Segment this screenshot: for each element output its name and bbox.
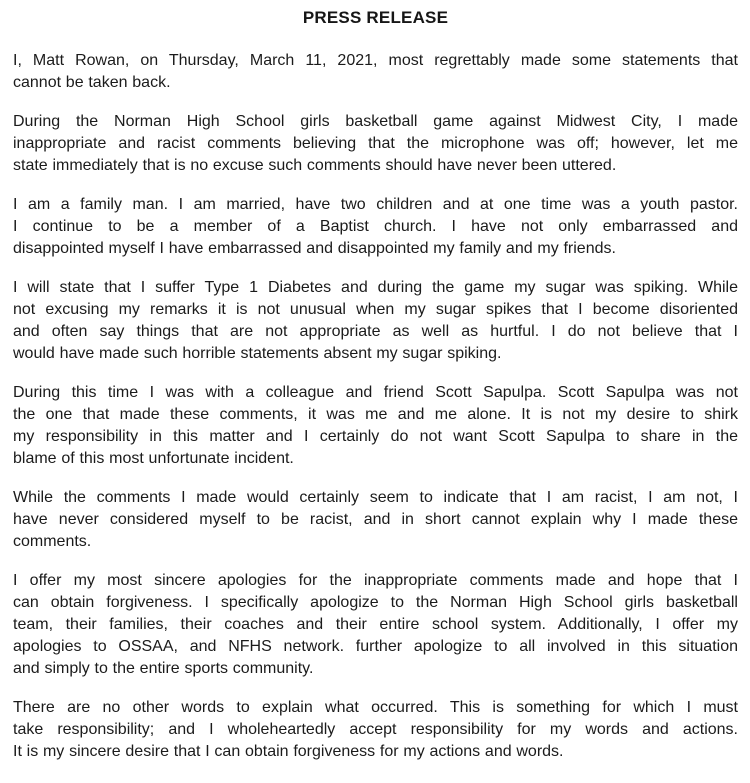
paragraph-line: inappropriate and racist comments believing that the microphone was off; however, let me [13, 135, 738, 152]
paragraph [13, 277, 738, 365]
paragraph-line: I offer my most sincere apologies for the inappropriate comments made and hope that I [13, 572, 738, 589]
paragraph-line: apologies to OSSAA, and NFHS network. further apologize to all involved in this situation [13, 638, 738, 655]
paragraph-line: take responsibility; and I wholeheartedly accept responsibility for my words and actions. [13, 721, 738, 738]
paragraph [13, 50, 738, 94]
paragraph-line: can obtain forgiveness. I specifically apologize to the Norman High School girls basketball [13, 594, 738, 611]
paragraph-line: team, their families, their coaches and their entire school system. Additionally, I offer my [13, 616, 738, 633]
paragraph-line: and simply to the entire sports community. [13, 660, 314, 677]
paragraph-line: have never considered myself to be racist, and in short cannot explain why I made these [13, 511, 738, 528]
paragraph-line: While the comments I made would certainly seem to indicate that I am racist, I am not, I [13, 489, 738, 506]
paragraph-line: I will state that I suffer Type 1 Diabetes and during the game my sugar was spiking. While [13, 279, 738, 296]
paragraph-line: comments. [13, 533, 92, 550]
paragraph [13, 382, 738, 470]
paragraph [13, 111, 738, 177]
paragraph-line: and often say things that are not appropriate as well as hurtful. I do not believe that I [13, 323, 738, 340]
page-title: PRESS RELEASE [302, 8, 449, 27]
paragraph-line: During this time I was with a colleague and friend Scott Sapulpa. Scott Sapulpa was not [13, 384, 738, 401]
paragraph-line: During the Norman High School girls basketball game against Midwest City, I made [13, 113, 738, 130]
paragraph [13, 570, 738, 680]
paragraph-line: I am a family man. I am married, have two children and at one time was a youth pastor. [13, 196, 738, 213]
paragraphs [13, 50, 738, 763]
paragraph-line: would have made such horrible statements absent my sugar spiking. [13, 345, 502, 362]
paragraph-line: blame of this most unfortunate incident. [13, 450, 294, 467]
paragraph [13, 697, 738, 763]
paragraph-line: state immediately that is no excuse such comments should have never been uttered. [13, 157, 617, 174]
paragraph-line: I, Matt Rowan, on Thursday, March 11, 2021, most regrettably made some statements that [13, 52, 738, 69]
paragraph-line: not excusing my remarks it is not unusual when my sugar spikes that I become disoriented [13, 301, 738, 318]
paragraph-line: I continue to be a member of a Baptist church. I have not only embarrassed and [13, 218, 738, 235]
paragraph-line: my responsibility in this matter and I certainly do not want Scott Sapulpa to share in the [13, 428, 738, 445]
paragraph [13, 194, 738, 260]
paragraph-line: cannot be taken back. [13, 74, 171, 91]
paragraph-line: disappointed myself I have embarrassed and disappointed my family and my friends. [13, 240, 616, 257]
paragraph [13, 487, 738, 553]
paragraph-line: There are no other words to explain what occurred. This is something for which I must [13, 699, 738, 716]
paragraph-line: It is my sincere desire that I can obtain forgiveness for my actions and words. [13, 743, 564, 760]
paragraph-line: the one that made these comments, it was me and me alone. It is not my desire to shirk [13, 406, 738, 423]
